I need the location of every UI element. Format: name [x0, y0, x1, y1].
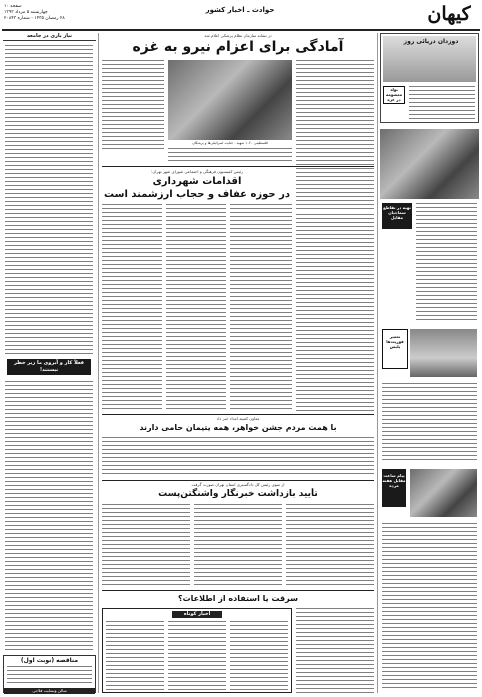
- right-column-box: [380, 33, 479, 123]
- lead-photo: [168, 60, 292, 140]
- right-photo-2: [410, 329, 477, 377]
- left-column-divider: [98, 33, 99, 693]
- masthead: [0, 0, 482, 30]
- tender-box: [3, 655, 96, 693]
- story2-text-right: [296, 214, 374, 412]
- left-column: [3, 33, 96, 693]
- left-column-box: فعلاً کار و آبروی ما زیر خطر نیستند!: [7, 359, 91, 375]
- news-box: [102, 608, 292, 693]
- news-box-title: اخبار کوتاه: [172, 611, 222, 618]
- story5-headline: سرقت یا استفاده از اطلاعات؟: [177, 594, 298, 603]
- right-photo-3: [410, 469, 477, 517]
- left-column-text-2: [5, 381, 93, 651]
- right-tag-1: تولد معصومه در غزه: [383, 86, 405, 104]
- story4-text-1: [102, 504, 190, 588]
- story2-headline-2: در حوزه عفاف و حجاب ارزشمند است: [104, 189, 290, 200]
- lead-kicker: در نشانه سازمان نظام پزشکی اعلام شد: [204, 33, 272, 38]
- right-column-divider: [377, 33, 378, 693]
- story2-rule: [102, 414, 374, 415]
- right-column-text-1: [416, 203, 477, 323]
- tender-footer: سالن وبسایت فلاحی: [4, 688, 95, 694]
- story2-text-1: [102, 204, 162, 412]
- right-box-text: [409, 86, 475, 120]
- right-column-text-2: [382, 383, 477, 463]
- story3-rule: [102, 480, 374, 481]
- story4-text-2: [194, 504, 282, 588]
- date-line: چهارشنبه ۵ مرداد ۱۳۹۳: [4, 10, 48, 15]
- right-tag-4: پیام ساعت مقابل هفته مرده: [382, 469, 406, 507]
- right-tag-3: تعمیر فوریت‌ها پلیس: [382, 329, 408, 369]
- lead-photo-caption: فلسطینی ۱۰۲۰ شهید - جنایت اسرائیلی‌ها و پزشکان: [192, 141, 268, 145]
- story3-text: [102, 437, 374, 477]
- news-box-text-3: [230, 621, 288, 691]
- story2-kicker: رئیس کمیسیون فرهنگی و اجتماعی شورای شهر تهران:: [151, 169, 243, 174]
- left-column-text: [5, 45, 93, 355]
- story2-text-3: [230, 204, 292, 412]
- section-title: حوادث ـ اخبار کشور: [205, 6, 275, 14]
- right-photo-1: [380, 129, 479, 199]
- story2-headline-1: اقدامات شهرداری: [152, 176, 242, 187]
- right-column-text-3: [382, 523, 477, 691]
- issue-line: ۲۸ رمضان ۱۴۳۵ - شماره ۲۰۸۴۳: [4, 16, 65, 21]
- left-column-title: نیاز یاری در جامعه: [3, 33, 96, 41]
- cartoon-title: دوزدان دریائی روز: [403, 38, 459, 45]
- right-column: [380, 33, 479, 693]
- tender-text: [7, 666, 92, 686]
- news-box-text-2: [168, 621, 226, 691]
- tender-title: مناقصه (نوبت اول): [20, 657, 79, 664]
- lead-headline: آمادگی برای اعزام نیرو به غزه: [132, 39, 344, 55]
- lead-text-left: [102, 60, 164, 152]
- story4-rule: [102, 590, 374, 591]
- story5-text: [296, 608, 374, 693]
- news-box-text-1: [106, 621, 164, 691]
- story4-headline: تأیید بازداشت خبرنگار واشنگتن‌پست: [158, 489, 318, 499]
- story3-headline: با همت مردم جشن‌ خواهر، همه یتیمان حامی دارند: [139, 423, 337, 432]
- right-tag-2: تهیه در تقاطع سماجیان مقابل: [382, 203, 412, 229]
- story4-kicker: از سوی رئیس کل دادگستری استان تهران صورت گرفت: [191, 482, 285, 487]
- page-number: صفحه ۱۰: [4, 4, 22, 9]
- lead-rule: [102, 166, 374, 167]
- story4-text-3: [286, 504, 374, 588]
- masthead-rule: [2, 29, 480, 31]
- lead-text-right: [296, 60, 374, 210]
- lead-text-mid: [168, 148, 292, 164]
- story2-text-2: [166, 204, 226, 412]
- story3-kicker: معاون کمیته امداد خبر داد: [216, 416, 260, 421]
- logo: کیهان: [427, 3, 471, 25]
